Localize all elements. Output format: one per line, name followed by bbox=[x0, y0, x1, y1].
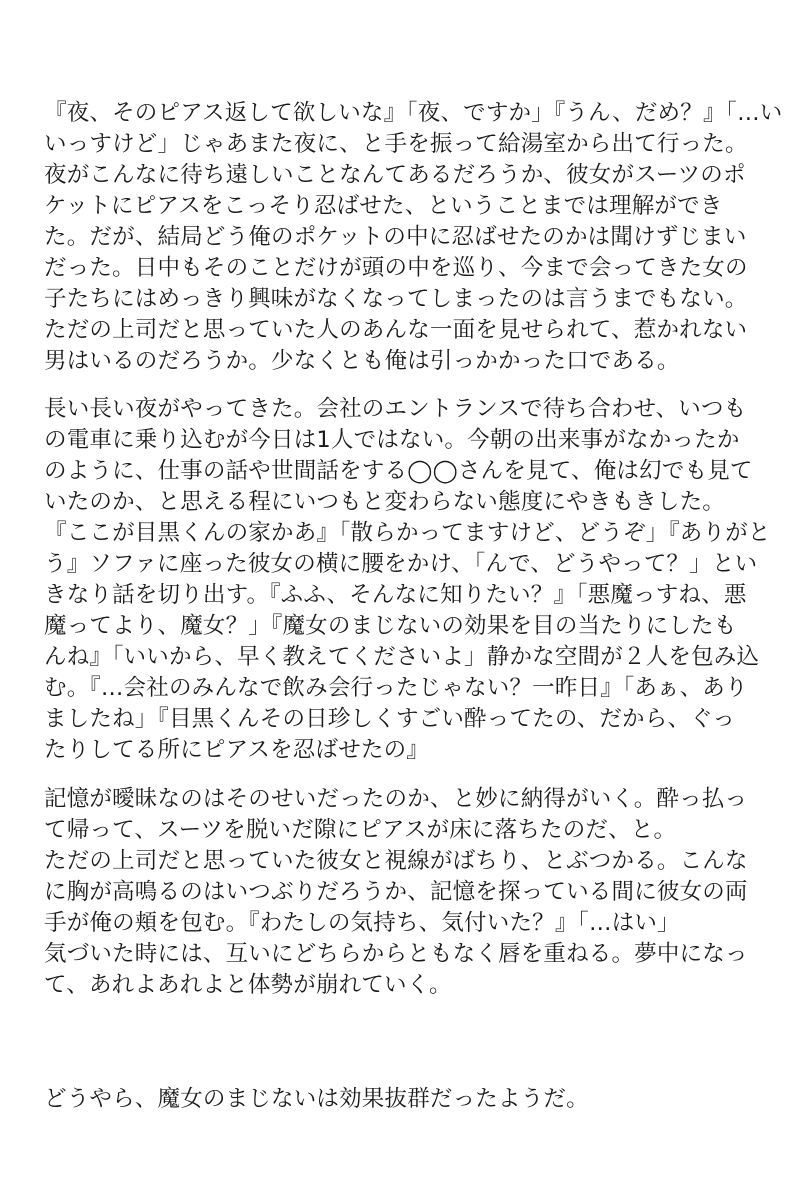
text-line: いっすけど」じゃあまた夜に、と手を振って給湯室から出て行った。 bbox=[44, 131, 748, 157]
text-line: 夜がこんなに待ち遠しいことなんてあるだろうか、彼女がスーツのポ bbox=[44, 162, 746, 188]
text-line: だった。日中もそのことだけが頭の中を巡り、今まで会ってきた女の bbox=[44, 255, 748, 281]
text-line: ケットにピアスをこっそり忍ばせた、ということまでは理解ができ bbox=[44, 193, 723, 219]
text-line: んね』「いいから、早く教えてくださいよ」静かな空間が２人を包み込 bbox=[44, 644, 760, 670]
text-line: 記憶が曖昧なのはそのせいだったのか、と妙に納得がいく。酔っ払っ bbox=[44, 786, 748, 812]
text-line: て、あれよあれよと体勢が崩れていく。 bbox=[44, 972, 452, 998]
text-line: に胸が高鳴るのはいつぶりだろうか、記憶を探っている間に彼女の両 bbox=[44, 879, 748, 905]
text-line: 手が俺の頬を包む。『わたしの気持ち、気付いた？』「…はい」 bbox=[44, 910, 680, 936]
text-line: ましたね」『目黒くんその日珍しくすごい酔ってたの、だから、ぐっ bbox=[44, 706, 736, 732]
text-line: 男はいるのだろうか。少なくとも俺は引っかかった口である。 bbox=[44, 348, 680, 374]
text-line: 長い長い夜がやってきた。会社のエントランスで待ち合わせ、いつも bbox=[44, 396, 747, 422]
text-line: た。だが、結局どう俺のポケットの中に忍ばせたのかは聞けずじまい bbox=[44, 224, 747, 250]
text-line: の電車に乗り込むが今日は1人ではない。今朝の出来事がなかったか bbox=[44, 427, 740, 453]
text-line: どうやら、魔女のまじないは効果抜群だったようだ。 bbox=[44, 1086, 589, 1112]
paragraph-1 bbox=[44, 98, 784, 377]
text-line: 魔ってより、魔女？」『魔女のまじないの効果を目の当たりにしたも bbox=[44, 613, 737, 639]
text-line: ただの上司だと思っていた彼女と視線がばちり、とぶつかる。こんな bbox=[44, 848, 748, 874]
text-line: 『夜、そのピアス返して欲しいな』「夜、ですか」『うん、だめ？』「…い bbox=[44, 100, 783, 126]
text-line: て帰って、スーツを脱いだ隙にピアスが床に落ちたのだ、と。 bbox=[44, 817, 677, 843]
text-line: 『ここが目黒くんの家かあ』「散らかってますけど、どうぞ」『ありがと bbox=[44, 520, 771, 546]
text-line: 気づいた時には、互いにどちらからともなく唇を重ねる。夢中になっ bbox=[44, 941, 748, 967]
text-line: 子たちにはめっきり興味がなくなってしまったのは言うまでもない。 bbox=[44, 286, 748, 312]
paragraph-4 bbox=[44, 1084, 784, 1115]
text-line: む。『…会社のみんなで飲み会行ったじゃない？一昨日』「あぁ、あり bbox=[44, 675, 748, 701]
text-line: のように、仕事の話や世間話をする◯◯さんを見て、俺は幻でも見て bbox=[44, 458, 753, 484]
text-line: ただの上司だと思っていた人のあんな一面を見せられて、惹かれない bbox=[44, 317, 748, 343]
text-line: きなり話を切り出す。『ふふ、そんなに知りたい？』「悪魔っすね、悪 bbox=[44, 582, 747, 608]
paragraph-2 bbox=[44, 394, 784, 766]
text-line: う』ソファに座った彼女の横に腰をかけ、「んで、どうやって？」とい bbox=[44, 551, 758, 577]
paragraph-3 bbox=[44, 784, 784, 1001]
text-line: たりしてる所にピアスを忍ばせたの』 bbox=[44, 737, 430, 763]
text-line: いたのか、と思える程にいつもと変わらない態度にやきもきした。 bbox=[44, 489, 726, 515]
